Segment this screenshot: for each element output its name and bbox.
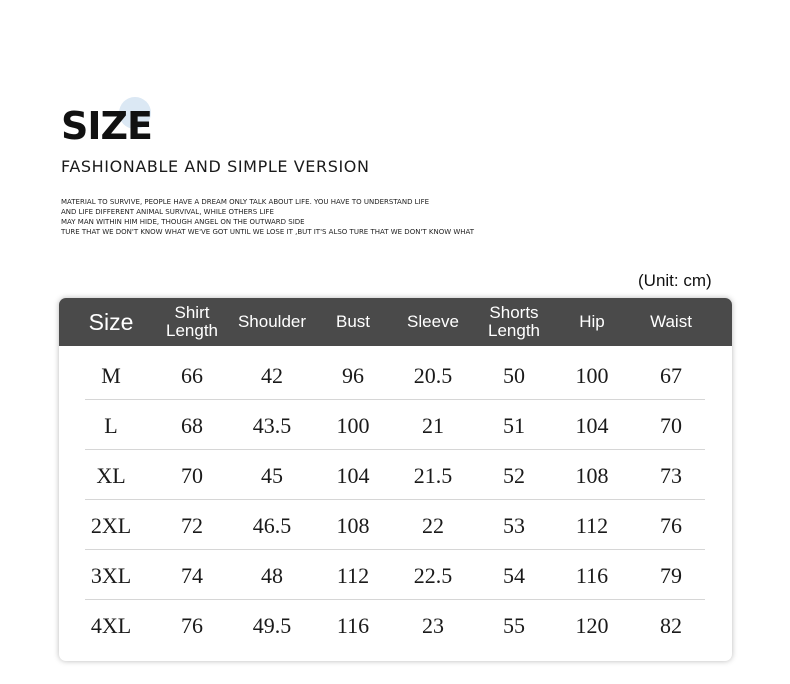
- header-shirt-length: [152, 298, 232, 346]
- page-subtitle: FASHIONABLE AND SIMPLE VERSION: [61, 157, 370, 176]
- cell-shorts-length: 50: [503, 363, 525, 388]
- table-header-row: [59, 298, 732, 346]
- cell-shirt-length: 76: [181, 613, 203, 638]
- cell-shirt-length: 74: [181, 563, 203, 588]
- row-divider: [85, 599, 705, 600]
- cell-shoulder: 48: [261, 563, 283, 588]
- cell-shoulder: 43.5: [252, 413, 292, 438]
- cell-shirt-length: 68: [181, 413, 203, 438]
- cell-shoulder: 49.5: [252, 613, 292, 638]
- header-size-text: [88, 309, 134, 335]
- cell-sleeve: 20.5: [413, 363, 453, 388]
- table-row: [85, 551, 705, 601]
- header-shorts-length-line2: Length: [488, 321, 540, 340]
- cell-shoulder: 46.5: [252, 513, 292, 538]
- header-hip: [557, 298, 627, 346]
- cell-waist: 67: [660, 363, 682, 388]
- header-size-line1: Size: [88, 309, 134, 335]
- cell-shirt-length: 72: [181, 513, 203, 538]
- header-shorts-length-line1: Shorts: [489, 303, 539, 322]
- cell-bust: 112: [336, 563, 370, 588]
- description-line: MATERIAL TO SURVIVE, PEOPLE HAVE A DREAM ONLY TALK ABOUT LIFE. YOU HAVE TO UNDERSTAND LIFE: [61, 198, 430, 206]
- header-waist-line1: Waist: [650, 312, 692, 331]
- header-hip-text: [579, 313, 605, 331]
- header-size: [71, 298, 151, 346]
- description-line: MAY MAN WITHIN HIM HIDE, THOUGH ANGEL ON THE OUTWARD SIDE: [61, 218, 305, 226]
- table-row: [85, 451, 705, 501]
- description-text: [61, 197, 474, 237]
- cell-size: L: [104, 413, 118, 438]
- cell-bust: 100: [336, 413, 370, 438]
- cell-shirt-length: 70: [181, 463, 203, 488]
- cell-size: 4XL: [90, 613, 132, 638]
- header-shirt-length-line2: Length: [166, 321, 218, 340]
- cell-shirt-length: 66: [181, 363, 203, 388]
- cell-bust: 116: [336, 613, 370, 638]
- cell-waist: 76: [660, 513, 682, 538]
- cell-hip: 104: [575, 413, 609, 438]
- cell-waist: 79: [660, 563, 682, 588]
- row-divider: [85, 449, 705, 450]
- cell-size: 2XL: [90, 513, 132, 538]
- cell-shorts-length: 54: [503, 563, 525, 588]
- row-divider: [85, 399, 705, 400]
- cell-bust: 104: [336, 463, 370, 488]
- cell-shorts-length: 52: [503, 463, 525, 488]
- cell-sleeve: 23: [422, 613, 444, 638]
- header-shorts-length-text: [488, 304, 540, 340]
- cell-shorts-length: 53: [503, 513, 525, 538]
- cell-hip: 108: [575, 463, 609, 488]
- header-waist: [631, 298, 711, 346]
- header-sleeve: [394, 298, 472, 346]
- header-sleeve-line1: Sleeve: [407, 312, 459, 331]
- cell-shorts-length: 51: [503, 413, 525, 438]
- cell-sleeve: 22.5: [413, 563, 453, 588]
- cell-sleeve: 21.5: [413, 463, 453, 488]
- cell-hip: 100: [575, 363, 609, 388]
- table-row: [85, 401, 705, 451]
- header-bust: [318, 298, 388, 346]
- header-bust-line1: Bust: [335, 312, 371, 331]
- header-shoulder-text: [238, 313, 306, 331]
- header-shoulder: [229, 298, 315, 346]
- cell-size: XL: [96, 463, 126, 488]
- row-divider: [85, 549, 705, 550]
- header-shoulder-line1: Shoulder: [237, 312, 307, 331]
- row-divider: [85, 499, 705, 500]
- unit-note: (Unit: cm): [638, 271, 712, 290]
- table-row: [85, 501, 705, 551]
- header-sleeve-text: [407, 313, 459, 331]
- header-shirt-length-line1: Shirt: [174, 303, 210, 322]
- cell-hip: 112: [575, 513, 609, 538]
- cell-size: M: [101, 363, 121, 388]
- header-hip-line1: Hip: [579, 312, 605, 331]
- header-bust-text: [336, 313, 370, 331]
- cell-shoulder: 45: [261, 463, 283, 488]
- description-line: TURE THAT WE DON'T KNOW WHAT WE'VE GOT UNTIL WE LOSE IT ,BUT IT'S ALSO TURE THAT WE DON'T KNOW WHAT: [61, 228, 475, 236]
- size-table: [59, 298, 732, 661]
- cell-bust: 96: [342, 363, 364, 388]
- table-row: [85, 351, 705, 401]
- cell-hip: 116: [575, 563, 609, 588]
- cell-shoulder: 42: [261, 363, 283, 388]
- cell-bust: 108: [336, 513, 370, 538]
- table-row: [85, 601, 705, 651]
- cell-size: 3XL: [90, 563, 132, 588]
- cell-shorts-length: 55: [503, 613, 525, 638]
- description-line: AND LIFE DIFFERENT ANIMAL SURVIVAL, WHILE OTHERS LIFE: [61, 208, 274, 216]
- cell-waist: 82: [660, 613, 682, 638]
- header-shorts-length: [474, 298, 554, 346]
- cell-sleeve: 21: [422, 413, 444, 438]
- page-title: SIZE: [61, 104, 153, 148]
- cell-hip: 120: [575, 613, 609, 638]
- cell-waist: 73: [660, 463, 682, 488]
- cell-sleeve: 22: [422, 513, 444, 538]
- cell-waist: 70: [660, 413, 682, 438]
- header-waist-text: [650, 313, 692, 331]
- header-shirt-length-text: [166, 304, 218, 340]
